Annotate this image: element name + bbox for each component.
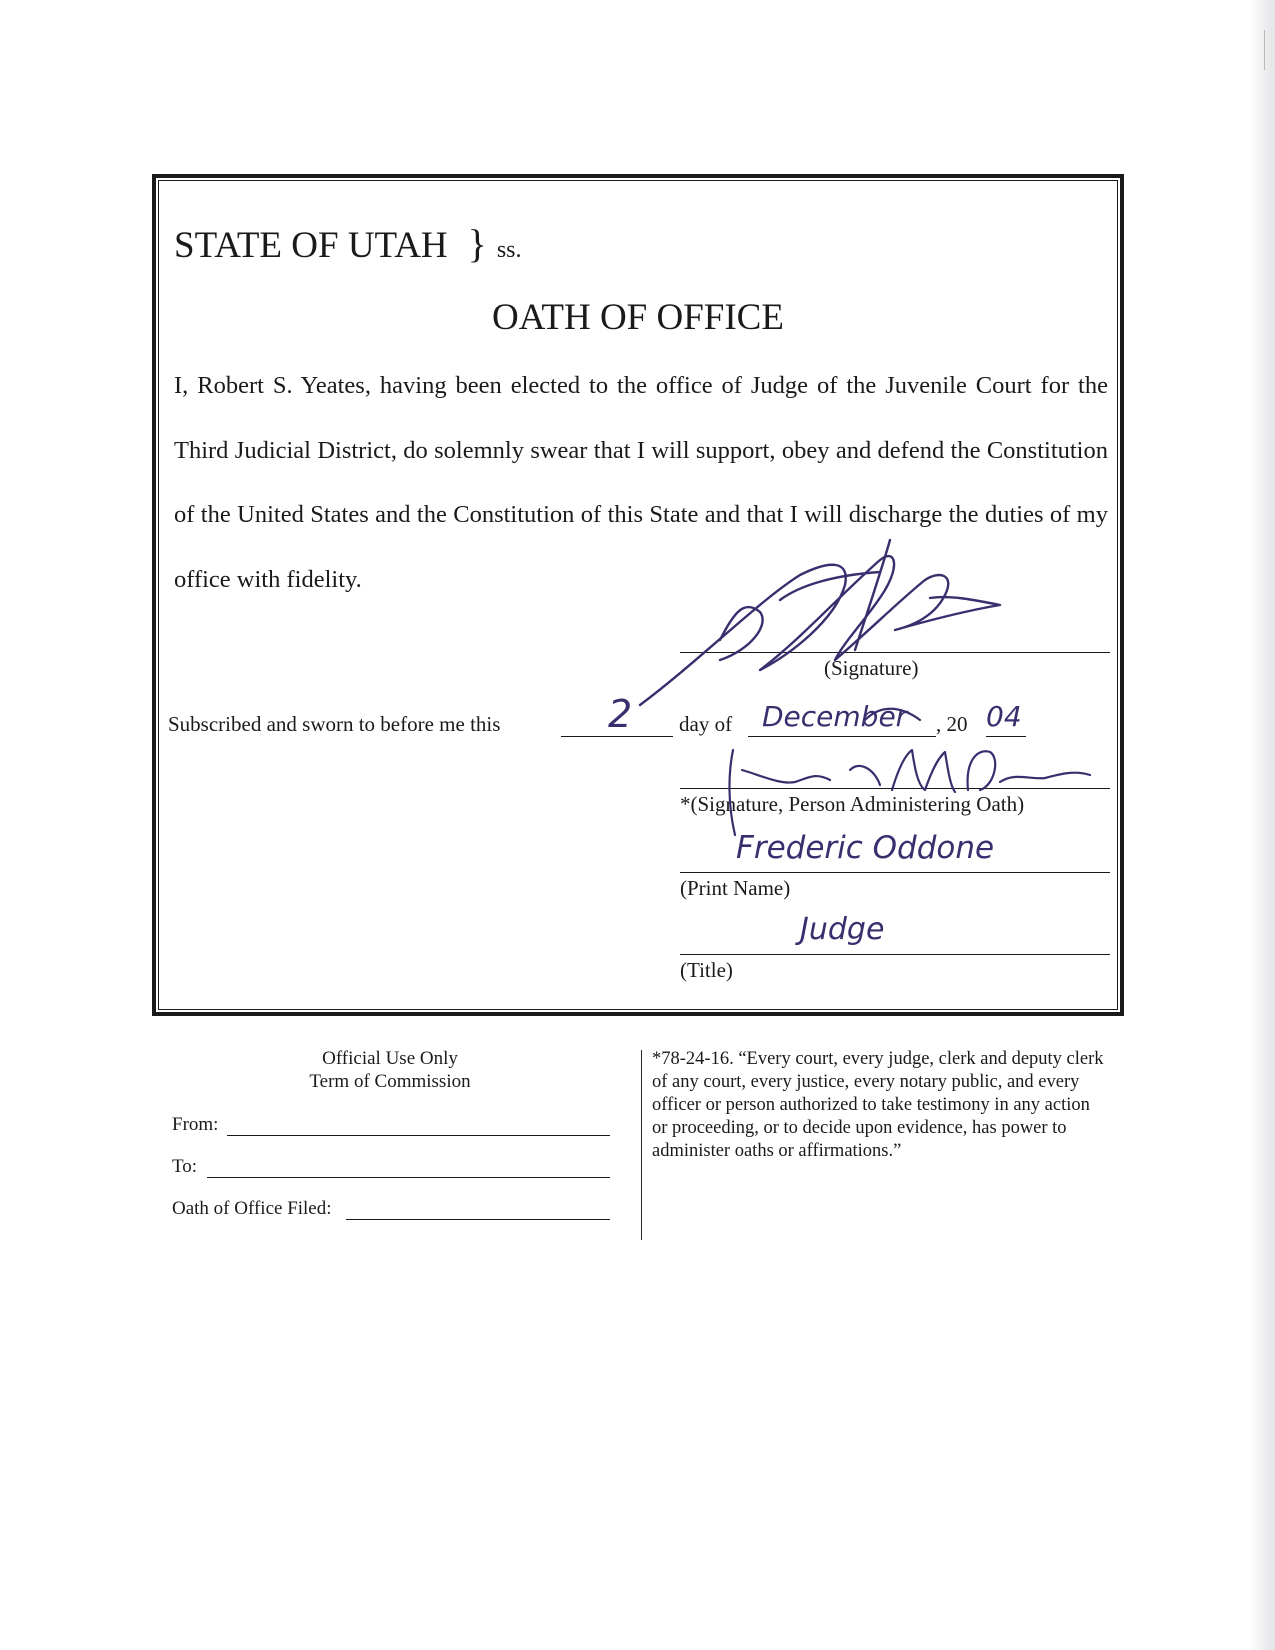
- handwritten-day: 2: [608, 692, 633, 736]
- handwritten-title: Judge: [800, 912, 885, 947]
- print-name-label: (Print Name): [680, 876, 791, 900]
- from-label: From:: [172, 1114, 219, 1135]
- page-edge-shadow: [1249, 0, 1275, 1650]
- statute-text: *78-24-16. “Every court, every judge, clerk and deputy clerk of any court, every justice, every notary public, and every officer or person authorized to take testimony in any action or proceeding, or to decide upon evidence, has power to administer oaths or affirmations.”: [652, 1049, 1104, 1161]
- state-line: [174, 220, 522, 267]
- from-field[interactable]: [227, 1135, 610, 1136]
- year-line: [986, 736, 1026, 737]
- day-line: [561, 736, 673, 737]
- administering-label: *(Signature, Person Administering Oath): [680, 792, 1025, 816]
- title-label: (Title): [680, 958, 733, 982]
- oath-box: [152, 174, 1124, 1016]
- state-name: STATE OF UTAH: [174, 225, 448, 266]
- handwritten-print-name: Frederic Oddone: [736, 830, 995, 866]
- oath-text: I, Robert S. Yeates, having been elected to the office of Judge of the Juvenile Court for the Third Judicial District, do solemnly swear that I will support, obey and defend the Constitution of the United States and the Constitution of this State and that I will discharge the duties of my office with fidelity.: [174, 372, 1108, 593]
- page-title: OATH OF OFFICE: [492, 297, 784, 338]
- to-label: To:: [172, 1156, 198, 1177]
- edge-mark: [1264, 30, 1265, 70]
- to-field[interactable]: [207, 1177, 610, 1178]
- handwritten-month: December: [762, 700, 908, 733]
- year-prefix: , 20: [936, 712, 968, 736]
- signature-line: [680, 652, 1110, 653]
- month-line: [748, 736, 936, 737]
- official-use-heading: Official Use Only: [322, 1048, 458, 1069]
- section-divider: [641, 1050, 642, 1240]
- day-of-label: day of: [679, 712, 733, 736]
- title-line: [680, 954, 1110, 955]
- oath-filed-label: Oath of Office Filed:: [172, 1198, 332, 1219]
- term-of-commission-heading: Term of Commission: [309, 1071, 471, 1092]
- venue-brace: }: [467, 221, 487, 266]
- print-name-line: [680, 872, 1110, 873]
- ss-abbrev: ss.: [496, 237, 522, 263]
- administering-line: [680, 788, 1110, 789]
- oath-filed-field[interactable]: [346, 1219, 610, 1220]
- sworn-prefix: Subscribed and sworn to before me this: [168, 712, 501, 736]
- handwritten-year: 04: [986, 700, 1022, 733]
- signature-label: (Signature): [824, 656, 919, 680]
